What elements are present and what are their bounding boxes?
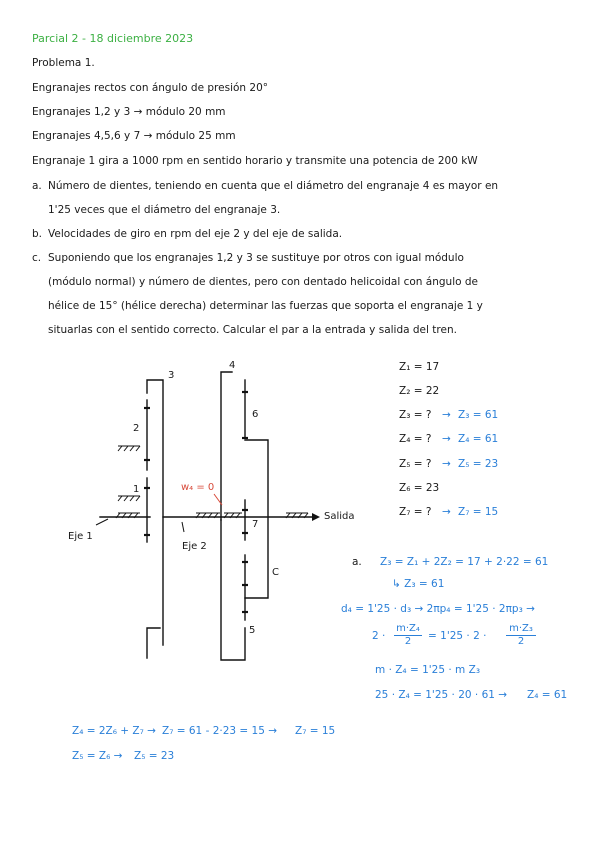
gear-label-3: 3 xyxy=(168,370,175,381)
fraction-1 xyxy=(394,623,422,648)
solution-result: Z₄ = 61 xyxy=(527,689,568,701)
statement-line: Engranajes 4,5,6 y 7 → módulo 25 mm xyxy=(32,130,236,142)
w4-annotation: w₄ = 0 xyxy=(181,482,215,493)
question-letter: b. xyxy=(32,228,43,240)
gear-label-4: 4 xyxy=(229,360,236,371)
solution-line: 25 · Z₄ = 1'25 · 20 · 61 → xyxy=(375,689,508,701)
teeth-z4-arrow: → xyxy=(442,433,451,445)
solution-line: Z₇ = 61 - 2·23 = 15 → xyxy=(162,725,278,737)
gear-4 xyxy=(221,372,232,520)
problem-heading: Problema 1. xyxy=(32,57,95,69)
gear-label-5: 5 xyxy=(249,625,256,636)
teeth-z7-arrow: → xyxy=(442,506,451,518)
question-letter: a. xyxy=(32,180,42,192)
teeth-z4-result: Z₄ = 61 xyxy=(458,433,499,445)
page-title: Parcial 2 - 18 diciembre 2023 xyxy=(32,32,194,45)
statement-line: Engranajes 1,2 y 3 → módulo 20 mm xyxy=(32,106,226,118)
gear-label-7: 7 xyxy=(252,519,259,530)
gear-3 xyxy=(147,380,163,645)
teeth-z2: Z₂ = 22 xyxy=(399,385,440,397)
fraction-denominator: 2 xyxy=(404,636,412,647)
output-label: Salida xyxy=(324,511,355,522)
solution-a-label: a. xyxy=(352,556,362,568)
teeth-z3-arrow: → xyxy=(442,409,451,421)
shaft-1-label: Eje 1 xyxy=(68,531,93,542)
output-arrow-icon xyxy=(312,513,320,521)
teeth-z1: Z₁ = 17 xyxy=(399,361,440,373)
teeth-z5-result: Z₅ = 23 xyxy=(458,458,499,470)
statement-line: Engranajes rectos con ángulo de presión 20° xyxy=(32,82,269,94)
fraction-2 xyxy=(506,623,536,648)
fraction-numerator: m·Z₄ xyxy=(394,623,422,636)
gear-label-6: 6 xyxy=(252,409,259,420)
gear-label-2: 2 xyxy=(133,423,140,434)
teeth-z3: Z₃ = ? xyxy=(399,409,432,421)
question-line: situarlas con el sentido correcto. Calcular el par a la entrada y salida del tren. xyxy=(48,324,457,336)
fraction-numerator: m·Z₃ xyxy=(506,623,536,636)
solution-line: Z₅ = Z₆ → xyxy=(72,750,123,762)
solution-line: Z₃ = Z₁ + 2Z₂ = 17 + 2·22 = 61 xyxy=(380,556,549,568)
shaft-2-label: Eje 2 xyxy=(182,541,207,552)
teeth-z5: Z₅ = ? xyxy=(399,458,432,470)
gear-3-lower xyxy=(147,628,160,658)
question-line: Velocidades de giro en rpm del eje 2 y del eje de salida. xyxy=(48,228,343,240)
solution-line: = 1'25 · 2 · xyxy=(428,630,487,642)
fraction-denominator: 2 xyxy=(517,636,525,647)
question-line: (módulo normal) y número de dientes, pero con dentado helicoidal con ángulo de xyxy=(48,276,478,288)
solution-line: Z₄ = 2Z₆ + Z₇ → xyxy=(72,725,156,737)
question-line: hélice de 15° (hélice derecha) determinar las fuerzas que soporta el engranaje 1 y xyxy=(48,300,483,312)
gear-label-1: 1 xyxy=(133,484,140,495)
teeth-z7-result: Z₇ = 15 xyxy=(458,506,499,518)
teeth-z7: Z₇ = ? xyxy=(399,506,432,518)
solution-line: 2 · xyxy=(372,630,386,642)
teeth-z3-result: Z₃ = 61 xyxy=(458,409,499,421)
solution-result: Z₅ = 23 xyxy=(134,750,175,762)
question-line: Número de dientes, teniendo en cuenta que el diámetro del engranaje 4 es mayor en xyxy=(48,180,499,192)
question-line: 1'25 veces que el diámetro del engranaje 3. xyxy=(48,204,281,216)
teeth-z4: Z₄ = ? xyxy=(399,433,432,445)
carrier-label: C xyxy=(272,567,279,578)
statement-line: Engranaje 1 gira a 1000 rpm en sentido horario y transmite una potencia de 200 kW xyxy=(32,155,478,167)
solution-line: m · Z₄ = 1'25 · m Z₃ xyxy=(375,664,481,676)
teeth-z6: Z₆ = 23 xyxy=(399,482,440,494)
question-letter: c. xyxy=(32,252,42,264)
solution-line: d₄ = 1'25 · d₃ → 2πp₄ = 1'25 · 2πp₃ → xyxy=(341,603,535,615)
solution-result: Z₇ = 15 xyxy=(295,725,336,737)
gear-4-lower xyxy=(221,520,245,660)
teeth-z5-arrow: → xyxy=(442,458,451,470)
question-line: Suponiendo que los engranajes 1,2 y 3 se sustituye por otros con igual módulo xyxy=(48,252,464,264)
solution-line: ↳ Z₃ = 61 xyxy=(392,578,445,590)
